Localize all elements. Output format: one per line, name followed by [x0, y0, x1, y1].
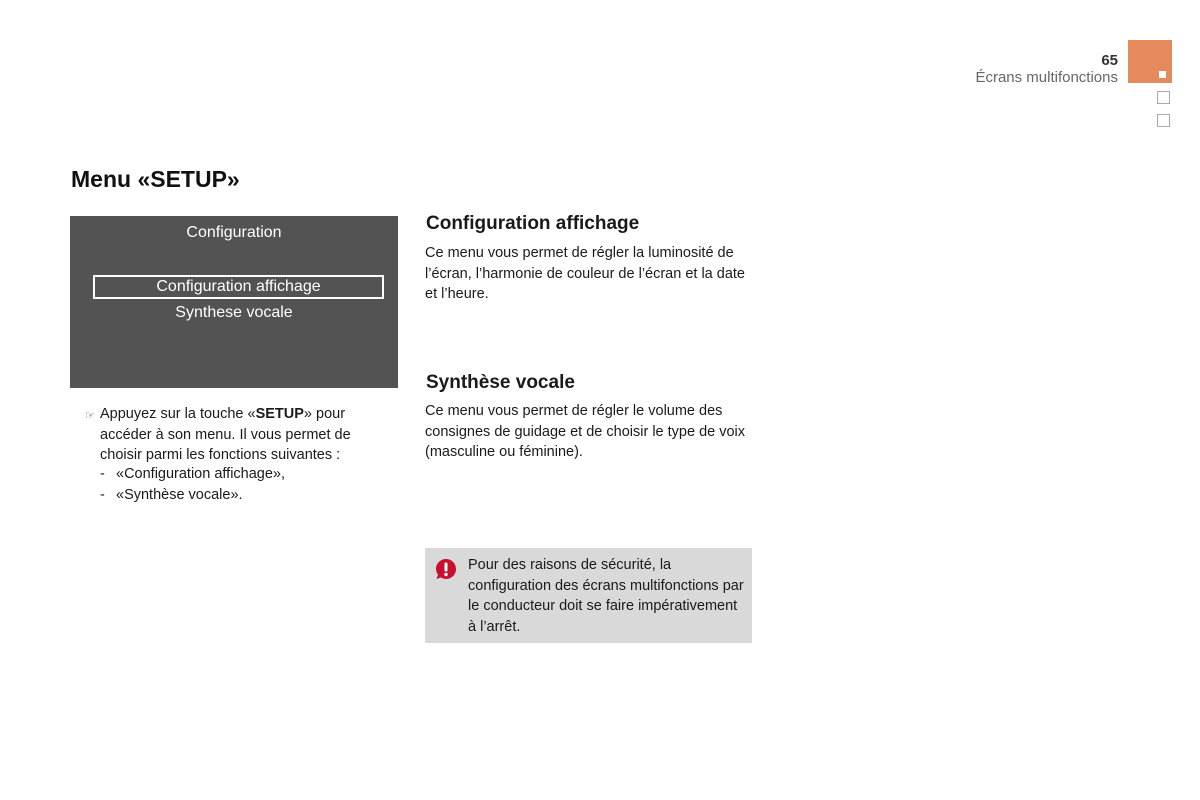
section-name: Écrans multifonctions	[975, 69, 1118, 86]
instruction-text-part: Appuyez sur la touche «	[100, 406, 256, 422]
dash-bullet: -	[100, 487, 105, 503]
page-number: 65	[1101, 52, 1118, 69]
safety-warning-box	[425, 548, 752, 643]
tab-marker-icon	[1159, 71, 1166, 78]
section-body-voice: Ce menu vous permet de régler le volume des consignes de guidage et de choisir le type de voix (masculine ou féminine).	[425, 403, 746, 460]
chapter-tab-active	[1128, 40, 1172, 83]
instruction-text-part: » pour accéder à son menu. Il vous permet de choisir parmi les fonctions suivantes :	[100, 406, 351, 463]
dash-bullet: -	[100, 466, 105, 482]
screen-menu-item: Synthese vocale	[175, 304, 293, 321]
instruction-text	[100, 404, 375, 466]
list-item-label: «Synthèse vocale».	[116, 487, 243, 503]
page-title: Menu «SETUP»	[71, 166, 240, 192]
chapter-tab-box	[1157, 114, 1170, 127]
list-item	[100, 464, 360, 485]
screen-title: Configuration	[186, 224, 282, 241]
chapter-tab-box	[1157, 91, 1170, 104]
setup-key-name: SETUP	[255, 406, 304, 422]
list-item-label: «Configuration affichage»,	[116, 466, 286, 482]
screen-menu-item-selected: Configuration affichage	[93, 275, 384, 299]
warning-exclamation-icon	[435, 558, 457, 580]
section-heading-voice: Synthèse vocale	[426, 372, 575, 393]
pointing-hand-icon: ☞	[85, 410, 95, 422]
section-body-display: Ce menu vous permet de régler la luminosité de l’écran, l’harmonie de couleur de l’écran et la date et l’heure.	[425, 245, 745, 302]
section-heading-display: Configuration affichage	[426, 213, 640, 234]
list-item	[100, 485, 360, 506]
setup-screen-display	[70, 216, 398, 388]
warning-text: Pour des raisons de sécurité, la configuration des écrans multifonctions par le conducteur doit se faire impérativement à l’arrêt.	[468, 557, 744, 635]
